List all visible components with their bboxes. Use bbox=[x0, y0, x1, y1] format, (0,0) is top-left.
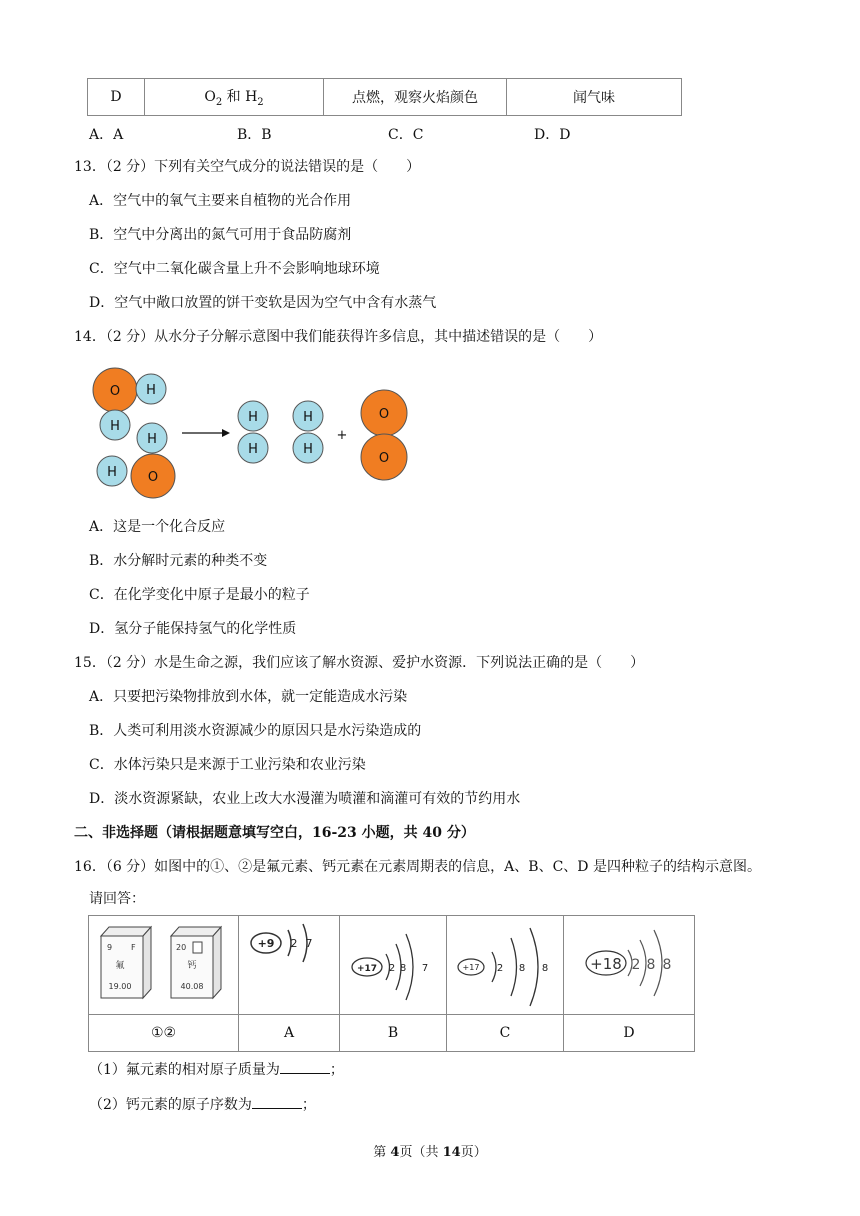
table-row bbox=[89, 1015, 695, 1052]
option-b: B．空气中分离出的氮气可用于食品防腐剂 bbox=[89, 227, 352, 243]
atom-structure-d bbox=[564, 916, 694, 1010]
nucleus-label: +17 bbox=[462, 963, 480, 972]
page-footer: 第 4页（共 14页） bbox=[373, 1145, 487, 1160]
arrow-head-icon bbox=[222, 429, 230, 437]
shell-electrons: 8 bbox=[518, 963, 526, 974]
shell-electrons: 7 bbox=[421, 963, 429, 974]
option-c: C．水体污染只是来源于工业污染和农业污染 bbox=[89, 757, 366, 773]
table-cell: $O_2$ 和 $H_2$ bbox=[145, 79, 324, 116]
table-row bbox=[89, 916, 695, 1015]
fluorine-symbol: F bbox=[131, 943, 136, 952]
shell-electrons: 7 bbox=[305, 937, 313, 950]
table-cell: D bbox=[564, 1015, 695, 1052]
fluorine-number: 9 bbox=[107, 943, 113, 952]
table-cell: C bbox=[447, 1015, 564, 1052]
atom-structure-c bbox=[447, 916, 563, 1010]
option-c: C．空气中二氧化碳含量上升不会影响地球环境 bbox=[89, 261, 380, 277]
atom-label: H bbox=[107, 465, 117, 480]
atom-label: O bbox=[378, 451, 390, 466]
atom-label: O bbox=[378, 407, 390, 422]
shell-electrons: 8 bbox=[399, 963, 407, 974]
shell-electrons: 2 bbox=[631, 957, 641, 973]
table-cell: A bbox=[239, 1015, 340, 1052]
question-13-stem: 13．（2 分）下列有关空气成分的说法错误的是（ ） bbox=[74, 159, 421, 175]
table-cell: 点燃，观察火焰颜色 bbox=[324, 79, 507, 116]
option-a: A．只要把污染物排放到水体，就一定能造成水污染 bbox=[89, 689, 408, 705]
nucleus-label: +9 bbox=[257, 937, 275, 950]
shell-electrons: 2 bbox=[290, 937, 298, 950]
table-cell: 闻气味 bbox=[507, 79, 682, 116]
atom-label: O bbox=[109, 384, 121, 399]
calcium-number: 20 bbox=[176, 943, 187, 952]
nucleus-label: +18 bbox=[590, 955, 622, 973]
q12-table bbox=[87, 78, 682, 116]
atom-label: H bbox=[303, 442, 313, 457]
option-a: A．这是一个化合反应 bbox=[89, 519, 226, 535]
q16-figure-table bbox=[88, 915, 695, 1052]
atom-label: H bbox=[248, 442, 258, 457]
structure-a bbox=[239, 916, 340, 1015]
structure-b bbox=[340, 916, 447, 1015]
shell-electrons: 8 bbox=[646, 957, 656, 973]
sub-question-2: （2）钙元素的原子序数为 ； bbox=[89, 1094, 316, 1114]
fluorine-mass: 19.00 bbox=[108, 982, 132, 991]
page-number: 4 bbox=[390, 1145, 400, 1160]
table-row bbox=[88, 79, 682, 116]
option-c: C．在化学变化中原子是最小的粒子 bbox=[89, 587, 310, 603]
plus-sign: + bbox=[336, 428, 348, 443]
shell-electrons: 2 bbox=[496, 963, 504, 974]
option-b: B．水分解时元素的种类不变 bbox=[89, 553, 268, 569]
option-b: B．B bbox=[237, 127, 272, 143]
structure-c bbox=[447, 916, 564, 1015]
page-total: 14 bbox=[442, 1145, 461, 1160]
question-16-prompt: 请回答： bbox=[89, 891, 145, 907]
shell-electrons: 8 bbox=[662, 957, 672, 973]
atom-label: O bbox=[147, 470, 159, 485]
calcium-name: 钙 bbox=[187, 961, 197, 971]
option-d: D．淡水资源紧缺，农业上改大水漫灌为喷灌和滴灌可有效的节约用水 bbox=[89, 791, 521, 807]
option-a: A．空气中的氧气主要来自植物的光合作用 bbox=[89, 193, 352, 209]
option-c: C．C bbox=[388, 127, 424, 143]
option-d: D．氢分子能保持氢气的化学性质 bbox=[89, 621, 297, 637]
shell-electrons: 2 bbox=[388, 963, 396, 974]
answer-blank[interactable] bbox=[280, 1059, 330, 1074]
table-cell: D bbox=[88, 79, 145, 116]
shell-electrons: 8 bbox=[541, 963, 549, 974]
atom-structure-a bbox=[239, 916, 339, 1010]
atom-label: H bbox=[110, 419, 120, 434]
atom-label: H bbox=[146, 383, 156, 398]
nucleus-label: +17 bbox=[356, 964, 378, 974]
atom-structure-b bbox=[340, 916, 446, 1010]
answer-blank[interactable] bbox=[252, 1094, 302, 1109]
question-16-stem: 16．（6 分）如图中的①、②是氟元素、钙元素在元素周期表的信息，A、B、C、D 是四种粒子的结构示意图。 bbox=[74, 859, 761, 875]
table-cell: B bbox=[340, 1015, 447, 1052]
structure-d bbox=[564, 916, 695, 1015]
question-15-stem: 15．（2 分）水是生命之源，我们应该了解水资源、爱护水资源．下列说法正确的是（ ） bbox=[74, 655, 645, 671]
atom-label: H bbox=[248, 410, 258, 425]
option-a: A．A bbox=[89, 127, 124, 143]
fluorine-name: 氟 bbox=[115, 961, 125, 971]
option-d: D．D bbox=[534, 127, 571, 143]
water-decomposition-diagram bbox=[85, 360, 415, 505]
table-cell: ①② bbox=[89, 1015, 239, 1052]
periodic-cells bbox=[89, 916, 239, 1015]
sub-question-1: （1）氟元素的相对原子质量为 ； bbox=[89, 1059, 344, 1079]
periodic-table-cells-image bbox=[89, 916, 238, 1010]
atom-label: H bbox=[147, 432, 157, 447]
option-d: D．空气中敞口放置的饼干变软是因为空气中含有水蒸气 bbox=[89, 295, 437, 311]
atom-label: H bbox=[303, 410, 313, 425]
section-heading: 二、非选择题（请根据题意填写空白，16-23 小题，共 40 分） bbox=[74, 825, 475, 841]
calcium-mass: 40.08 bbox=[180, 982, 204, 991]
option-b: B．人类可利用淡水资源减少的原因只是水污染造成的 bbox=[89, 723, 422, 739]
question-14-stem: 14．（2 分）从水分子分解示意图中我们能获得许多信息，其中描述错误的是（ ） bbox=[74, 329, 603, 345]
